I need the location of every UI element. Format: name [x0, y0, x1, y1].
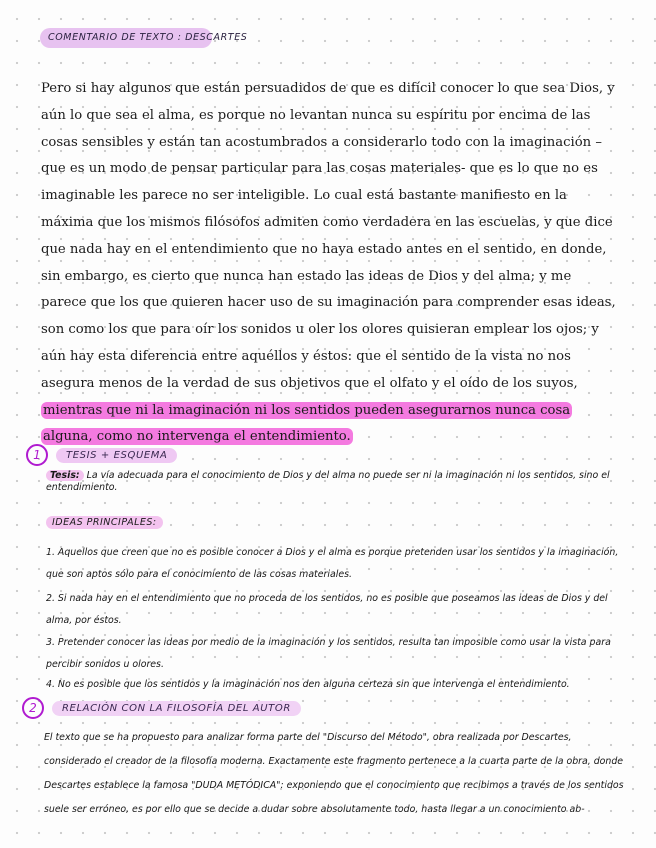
section-number-circle: 1 [26, 444, 48, 466]
page-title: COMENTARIO DE TEXTO : DESCARTES [48, 32, 248, 43]
idea-item-4: 4. No es posible que los sentidos y la imaginación nos den alguna certeza sin que intervenga el entendimiento. [46, 679, 570, 690]
tesis-block [46, 470, 618, 494]
section-1-heading [26, 444, 177, 466]
tesis-text: La vía adecuada para el conocimiento de Dios y del alma no puede ser ni la imaginación ni los sentidos, sino el entendimiento. [46, 470, 610, 493]
idea-item-1: 1. Aquellos que creen que no es posible conocer a Dios y el alma es porque pretenden usar los sentidos y la imaginación, que son aptos sólo para el conocimiento de las cosas materiales. [46, 547, 619, 580]
section-2-text: El texto que se ha propuesto para analizar forma parte del "Discurso del Método", obra realizada por Descartes, considerado el creador de la filosofía moderna. Exactamente este fragmento pertenece a la cuarta parte de la obra, donde Descartes establece la famosa "DUDA METÓDICA": exponiendo que el conocimiento que recibimos a través de los sentidos suele ser erróneo, es por ello que se decide a dudar sobre absolutamente todo, hasta llegar a un conocimiento ab- [44, 732, 624, 815]
idea-item-3: 3. Pretender conocer las ideas por medio de la imaginación y los sentidos, resulta tan imposible como usar la vista para percibir sonidos u olores. [46, 637, 611, 670]
section-number-circle: 2 [22, 697, 44, 719]
section-2-title: RELACIÓN CON LA FILOSOFÍA DEL AUTOR [52, 701, 301, 716]
idea-item-2: 2. Si nada hay en el entendimiento que no proceda de los sentidos, no es posible que poseamos las ideas de Dios y del alma, por éstos. [46, 593, 608, 626]
ideas-heading: IDEAS PRINCIPALES: [46, 516, 163, 529]
tesis-label: Tesis: [46, 470, 84, 481]
quoted-text-paragraph [41, 76, 619, 451]
highlighted-sentence: mientras que ni la imaginación ni los sentidos pueden asegurarnos nunca cosa alguna, como no intervenga el entendimiento. [43, 402, 571, 445]
paragraph-body: Pero si hay algunos que están persuadidos de que es difícil conocer lo que sea Dios, y aún lo que sea el alma, es porque no levantan nunca su espíritu por encima de las cosas sensibles y están tan acostumbrados a considerarlo todo con la imaginación –que es un modo de pensar particular para las cosas materiales- que es lo que no es imaginable les parece no ser inteligible. Lo cual está bastante manifiesto en la máxima que los mismos filósofos admiten como verdadera en las escuelas, y que dice que nada hay en el entendimiento que no haya estado antes en el sentido, en donde, sin embargo, es cierto que nunca han estado las ideas de Dios y del alma; y me parece que los que quieren hacer uso de su imaginación para comprender esas ideas, son como los que para oír los sonidos u oler los olores quisieran emplear los ojos; y aún hay esta diferencia entre aquéllos y éstos: que el sentido de la vista no nos asegura menos de la verdad de sus objetivos que el olfato y el oído de los suyos, [41, 81, 616, 391]
section-1-title: TESIS + ESQUEMA [56, 448, 177, 463]
section-2-heading [22, 697, 301, 719]
